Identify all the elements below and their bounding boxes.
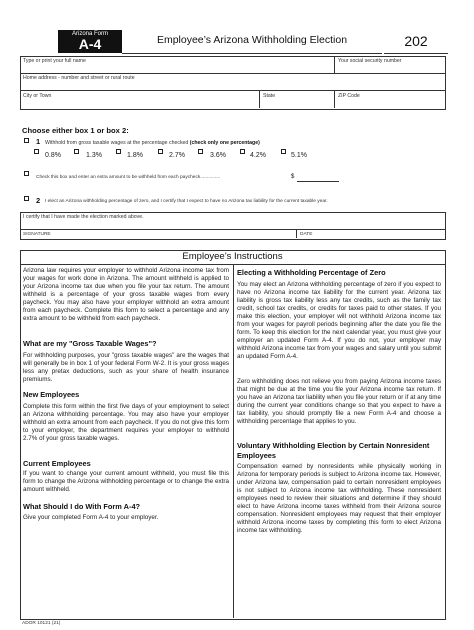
pct-5-1-checkbox[interactable]	[281, 149, 286, 154]
pct-1-8-checkbox[interactable]	[116, 149, 121, 154]
form-number-box	[58, 30, 122, 53]
pct-1-3-checkbox[interactable]	[74, 149, 79, 154]
extra-amount-input[interactable]	[297, 181, 339, 182]
pct-4-2-checkbox[interactable]	[240, 149, 245, 154]
form-code: 202	[404, 33, 428, 49]
box2-number: 2	[36, 196, 41, 205]
extra-amount-text: Check this box and enter an extra amount to be withheld from each paycheck...............	[36, 175, 221, 180]
current-employees-heading: Current Employees	[23, 459, 91, 468]
zip-field[interactable]: ZIP Code	[338, 93, 360, 99]
box2-checkbox[interactable]	[24, 196, 29, 201]
signature-field[interactable]: SIGNATURE	[23, 232, 51, 237]
column-divider	[233, 264, 234, 618]
date-field[interactable]: DATE	[300, 232, 313, 237]
pct-4-2-label: 4.2%	[250, 152, 266, 159]
code-underline	[384, 53, 448, 54]
form-label: Arizona Form	[71, 31, 108, 37]
city-field[interactable]: City or Town	[23, 93, 52, 99]
state-field[interactable]: State	[263, 93, 276, 99]
pct-5-1-label: 5.1%	[291, 152, 307, 159]
gross-wages-paragraph: For withholding purposes, your "gross taxable wages" are the wages that will generally be in box 1 of your federal Form W-2. It is your gross wages less any pretax deductions, such as your share of health insurance premiums.	[23, 352, 229, 384]
extra-amount-checkbox[interactable]	[24, 171, 29, 176]
pct-2-7-label: 2.7%	[169, 152, 185, 159]
voluntary-withholding-heading: Voluntary Withholding Election by Certain Nonresident Employees	[237, 441, 430, 460]
voluntary-withholding-paragraph: Compensation earned by nonresidents while physically working in Arizona for temporary periods is subject to Arizona income tax. However, under Arizona law, compensation paid to certain nonresident employees is not subject to Arizona income tax withholding. These nonresident employees need to review their situations and determine if they should elect to have Arizona income taxes withheld from their Arizona source compensation. Nonresident employees may request that their employer withhold Arizona income taxes by completing this form to elect Arizona income tax withholding.	[237, 463, 441, 535]
form-number: A-4	[78, 36, 102, 52]
box1-number: 1	[36, 137, 41, 146]
pct-3-6-label: 3.6%	[210, 152, 226, 159]
address-field[interactable]: Home address - number and street or rural route	[23, 75, 135, 81]
box1-checkbox[interactable]	[24, 138, 29, 143]
choose-heading: Choose either box 1 or box 2:	[22, 126, 129, 135]
form-title: Employee’s Arizona Withholding Election	[156, 34, 348, 46]
ssn-field[interactable]: Your social security number	[338, 58, 402, 64]
new-employees-heading: New Employees	[23, 390, 80, 399]
zero-withholding-paragraph: You may elect an Arizona withholding percentage of zero if you expect to have no Arizona income tax liability for the current year. Arizona tax liability is gross tax liability less any tax credits, such as the family tax credit, school tax credits, or credits for taxes paid to other states. If you make this election, your employer will not withhold Arizona income tax from your wages for payroll periods beginning after the date you file the form. To keep this election for the next calendar year, you must give your employer an updated Form A-4. If you do not, your employer may withhold Arizona income tax from your wages and salary until you submit an updated Form A-4.	[237, 281, 441, 361]
zero-withholding-heading: Electing a Withholding Percentage of Zero	[237, 268, 386, 277]
title-underline	[122, 53, 382, 54]
intro-paragraph: Arizona law requires your employer to withhold Arizona income tax from your wages for work done in Arizona. The amount withheld is applied to your Arizona income tax due when you file your tax return. The amount withheld is a percentage of your gross taxable wages from every paycheck. You may also have your employer withhold an extra amount from each paycheck. Complete this form to select a percentage and any extra amount to be withheld from each paycheck.	[23, 267, 229, 323]
what-to-do-paragraph: Give your completed Form A-4 to your employer.	[23, 514, 159, 521]
extra-dollar-sign: $	[291, 174, 295, 180]
pct-2-7-checkbox[interactable]	[158, 149, 163, 154]
name-field[interactable]: Type or print your full name	[23, 58, 86, 64]
pct-3-6-checkbox[interactable]	[198, 149, 203, 154]
box2-text: I elect an Arizona withholding percentage of zero, and I certify that I expect to have no Arizona tax liability for the current taxable year.	[45, 199, 328, 204]
field-grid	[20, 56, 446, 110]
pct-0-8-checkbox[interactable]	[34, 149, 39, 154]
pct-1-3-label: 1.3%	[86, 152, 102, 159]
box1-text: Withhold from gross taxable wages at the percentage checked (check only one percentage)	[45, 140, 260, 146]
pct-1-8-label: 1.8%	[127, 152, 143, 159]
new-employees-paragraph: Complete this form within the first five days of your employment to select an Arizona withholding percentage. You may also have your employer withhold an extra amount from each paycheck. If you do not give this form to your employer, the department requires your employer to withhold 2.7% of your gross taxable wages.	[23, 403, 229, 443]
pct-0-8-label: 0.8%	[45, 152, 61, 159]
current-employees-paragraph: If you want to change your current amount withheld, you must file this form to change the Arizona withholding percentage or to change the extra amount withheld.	[23, 470, 229, 494]
form-code-footer: ADOR 10121 (21)	[22, 621, 61, 626]
zero-withholding-paragraph-2: Zero withholding does not relieve you from paying Arizona income taxes that might be due at the time you file your Arizona income tax return. If you have an Arizona tax liability when you file your return or if at any time during the current year conditions change so that you expect to have a tax liability, you should promptly file a new Form A-4 and choose a withholding percentage that applies to you.	[237, 378, 441, 426]
instructions-title: Employee’s Instructions	[182, 251, 283, 262]
box1-bold-note: (check only one percentage)	[189, 140, 260, 146]
what-to-do-heading: What Should I do With Form A-4?	[23, 502, 141, 511]
certify-text: I certify that I have made the election marked above.	[23, 214, 144, 220]
gross-wages-heading: What are my "Gross Taxable Wages"?	[23, 339, 157, 348]
